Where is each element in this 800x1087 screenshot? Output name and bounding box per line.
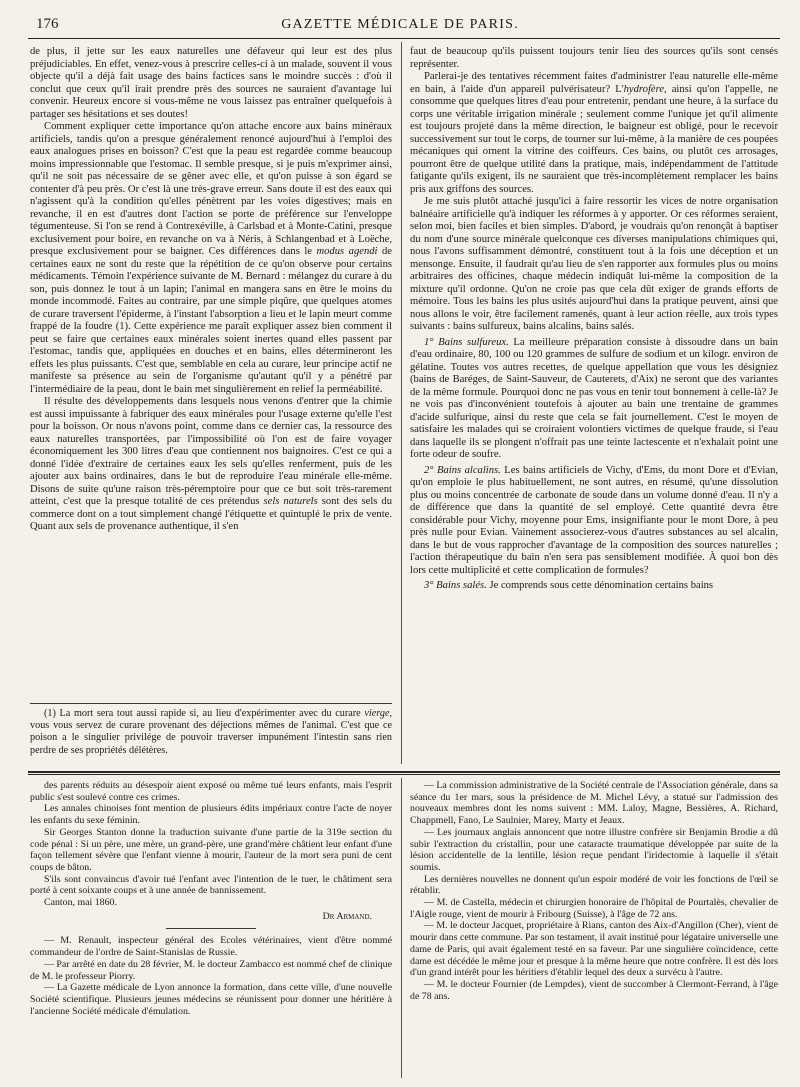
paragraph — [30, 396, 392, 534]
right-column — [410, 46, 778, 764]
header-rule — [28, 38, 780, 39]
separator-rule — [166, 928, 256, 929]
news-item: — M. de Castella, médecin et chirurgien honoraire de l'hôpital de Pourtalès, chevalier de l'Aigle rouge, vient de mourir à Fribourg (Suisse), à l'âge de 72 ans. — [410, 897, 778, 920]
news-item: — La Gazette médicale de Lyon annonce la formation, dans cette ville, d'une nouvelle Société scientifique. Plusieurs jeunes médecins se réunissent pour donner une héritière à l'ancienne Société médicale d'émulation. — [30, 982, 392, 1017]
footnote — [30, 708, 392, 757]
paragraph: Je me suis plutôt attaché jusqu'ici à faire ressortir les vices de notre organisation balnéaire artificielle qu'à indiquer les réformes à y apporter. Or ces réformes seraient, selon moi, bien faciles et bien simples. D'abord, je voudrais qu'on renonçât à baptiser du nom d'une source minérale quelconque ces diverses manipulations chimiques qui, nous l'avons suffisamment démontré, constituent tout à la fois une déception et un mensonge. Ensuite, il faudrait qu'au lieu de s'en rapporter aux formules plus ou moins arbitraires des officines, chaque médecin indiquât lui-même la composition de la mixture qu'il ordonne. Qu'on ne croie pas que cela dût exiger de grands efforts de mémoire. Tous les bains les plus usités aujourd'hui dans la pratique peuvent, ainsi que nous allons le voir, être facilement ramenés, quant à leur action réelle, aux trois types suivants : bains sulfureux, bains alcalins, bains salés. — [410, 196, 778, 332]
paragraph — [410, 337, 778, 462]
footnote-text — [30, 708, 392, 757]
text-run: , vous vous servez de curare provenant des déjections mêmes de l'animal. C'est que ce poison a le singulier privilége de pouvoir traverser impunément l'intestin sans rien perdre de ses propriétés délétères. — [30, 708, 393, 756]
section-heading: 3° Bains salés. — [424, 580, 487, 591]
news-item: — Les journaux anglais annoncent que notre illustre confrère sir Benjamin Brodie a dû subir l'extraction du cristallin, pour une cataracte traumatique développée par suite de la lésion accidentelle de la lentille, lésion reçue pendant l'iridectomie à laquelle il s'était soumis. — [410, 826, 778, 873]
paragraph: des parents réduits au désespoir aient exposé ou même tué leurs enfants, mais l'esprit public s'est soulevé contre ces crimes. — [30, 780, 392, 803]
news-item: Les dernières nouvelles ne donnent qu'un espoir modéré de voir les fonctions de l'œil se rétablir. — [410, 873, 778, 897]
section-rule — [28, 771, 780, 773]
page-header — [28, 16, 772, 36]
column-divider — [401, 778, 402, 1078]
paragraph — [410, 71, 778, 196]
news-item: — M. Renault, inspecteur général des Ecoles vétérinaires, vient d'être nommé commandeur de l'ordre de Saint-Stanislas de Russie. — [30, 935, 392, 959]
text-run: sont des sels du commerce dont on a tout simplement changé l'étiquette et quintuplé le prix de vente. Quant aux sels de provenance authentique, il s'en — [30, 496, 392, 532]
text-run: Comment expliquer cette importance qu'on attache encore aux bains minéraux artificiels, tandis qu'on a presque généralement renoncé aujourd'hui à l'emploi des eaux analogues prises en boisson? C'est que la peau est regardée comme beaucoup moins impressionnable que l'estomac. Il semble presque, si je puis m'exprimer ainsi, qu'il ne soit pas nécessaire de se gêner avec elle, et qu'on puisse à son égard se contenter d'à peu près. Or c'est là une très-grave erreur. Sans doute il est des eaux qui n'agissent qu'à la condition qu'elles pénètrent par les voies digestives; mais en revanche, il en est d'autres dont l'action se porte de préférence sur l'enveloppe tégumenteuse. Si l'on se rend à Contrexéville, à Carlsbad et à Monte-Catini, presque exclusivement pour boire, en revanche on va à Néris, à Schlangenbad et à Loëche, presque exclusivement pour se baigner. Ces différences dans le — [30, 121, 392, 257]
news-item: — La commission administrative de la Société centrale de l'Association générale, dans sa séance du 1er mars, sous la présidence de M. Michel Lévy, a statué sur l'admission des nouveaux membres dont les noms suivent : MM. Laloy, Magne, Bessières, A. Richard, Chappmell, Fano, Le Saulnier, Marey, Marty et Jeaux. — [410, 780, 778, 827]
news-item: — M. le docteur Fournier (de Lempdes), vient de succomber à Clermont-Ferrand, à l'âge de 78 ans. — [410, 978, 778, 1002]
emphasis: hydrofère — [623, 83, 665, 95]
dateline: Canton, mai 1860. — [44, 897, 117, 909]
emphasis: sels naturels — [263, 496, 318, 507]
paragraph — [410, 580, 778, 593]
emphasis: modus agendi — [316, 246, 378, 257]
bottom-left-column — [30, 780, 392, 1080]
column-divider — [401, 42, 402, 764]
text-run: , ainsi qu'on l'appelle, ne consomme que quelques litres d'eau pour entretenir, pendant une heure, à la surface du corps une véritable irrigation minérale ; seulement comme l'unique jet qu'il alimente est toujours projeté dans la même direction, le baigneur est obligé, pour le recevoir successivement sur tout le corps, de tourner sur lui-même, à la manière de ces poupées mécaniques qui ornent la vitrine des coiffeurs. Ces bains, ou plutôt ces arrosages, pourront être de quelque utilité dans la pratique, mais, indépendamment de l'attitude fatigante qu'ils exigent, ils ne sauraient que très-incomplètement remplacer les bains pris aux griffons des sources. — [410, 83, 778, 195]
text-run: Les bains artificiels de Vichy, d'Ems, du mont Dore et d'Evian, qu'on emploie le plus habituellement, ne sont autres, en résumé, qu'une dissolution plus ou moins concentrée de carbonate de soude dans un volume donné d'eau. Il n'y a de différence que dans la quantité de sel employé. Cette quantité devra être considérable pour Vichy, moyenne pour Ems, insignifiante pour le mont Dore, à peu près nulle pour Evian. Vainement associerez-vous d'autres substances au sel alcalin, dans le but de vous rapprocher d'avantage de la composition des sources naturelles ; l'action thérapeutique du bain n'en sera pas sensiblement modifiée. À quoi bon dès lors cette multiplicité et cette complication de formules? — [410, 464, 778, 576]
text-run: (1) La mort sera tout aussi rapide si, au lieu d'expérimenter avec du curare — [44, 708, 361, 719]
text-run: Il résulte des développements dans lesquels nous venons d'entrer que la chimie est aussi impuissante à fabriquer des eaux minérales pour l'usage externe qu'elle l'est pour la boisson. Or nous n'avons point, comme dans ce dernier cas, la ressource des eaux naturelles transportées, par l'impossibilité où l'on est de faire voyager économiquement les 300 litres d'eau que contiennent nos baignoires. C'est ce qui a donné l'idée d'extraire de certaines eaux les sels qu'elles renferment, puis de les ajouter aux bains ordinaires, dans le but de reproduire l'eau minérale elle-même. Disons de suite qu'une raison très-péremptoire pour que ce but soit très-rarement atteint, c'est que la presque totalité de ces prétendus — [30, 396, 392, 507]
bottom-right-column — [410, 780, 778, 1080]
paragraph: Sir Georges Stanton donne la traduction suivante d'une partie de la 319e section du code pénal : Si un père, une mère, un grand-père, une grand'mère châtient leur enfant d'une façon tellement sévère que l'enfant vienne à mourir, l'auteur de la mort sera puni de cent coups de bâton. — [30, 826, 392, 873]
signature: Dr Armand. — [322, 910, 372, 922]
page-number: 176 — [36, 16, 59, 32]
paragraph: Les annales chinoises font mention de plusieurs édits impériaux contre l'acte de noyer les enfants du sexe féminin. — [30, 803, 392, 827]
section-rule — [28, 774, 780, 775]
text-run: Je comprends sous cette dénomination certains bains — [489, 580, 714, 591]
paragraph: S'ils sont convaincus d'avoir tué l'enfant avec l'intention de le tuer, le châtiment sera porté à cent soixante coups et à une année de bannissement. — [30, 873, 392, 897]
paragraph: faut de beaucoup qu'ils puissent toujours tenir lieu des sources qu'ils sont censés représenter. — [410, 46, 778, 70]
paragraph — [410, 465, 778, 578]
paragraph — [30, 121, 392, 396]
text-run: Parlerai-je des tentatives récemment faites d'administrer l'eau naturelle elle-même en bain, à l'aide d'un appareil pulvérisateur? L' — [410, 71, 778, 95]
running-head: GAZETTE MÉDICALE DE PARIS. — [281, 17, 519, 32]
section-heading: 2° Bains alcalins. — [424, 464, 501, 476]
left-column — [30, 46, 392, 701]
paragraph: de plus, il jette sur les eaux naturelles une défaveur qui leur est des plus préjudiciables. En effet, venez-vous à prescrire celles-ci à un malade, souvent il vous objecte qu'il a déjà fait usage des bains factices sans le moindre succès : d'où il conclut que ceux qu'il irait prendre près des sources ne sauraient d'avantage lui convenir. Heureux encore si vous-même ne vous laissez pas entraîner quelquefois à partager ses hésitations et ses doutes! — [30, 46, 392, 120]
footnote-rule — [30, 703, 392, 704]
news-item: — M. le docteur Jacquet, propriétaire à Rians, canton des Aix-d'Angillon (Cher), vient de mourir dans cette commune. Par son testament, il avait institué pour légataire universelle une dame de Paris, qui avait également testé en sa faveur. Par une singulière coïncidence, cette dame est décédée le même jour et presque à la même heure que notre confrère. Il est dès lors d'un grand intérêt pour les héritiers d'établir lequel des deux a survécu à l'autre. — [410, 920, 778, 979]
news-item: — Par arrêté en date du 28 février, M. le docteur Zambacco est nommé chef de clinique de M. le professeur Piorry. — [30, 958, 392, 982]
emphasis: vierge — [364, 708, 390, 719]
text-run: de certaines eaux ne sont du reste que la répétition de ce qu'on observe pour certains médicaments. Témoin l'expérience suivante de M. Bernard : mélangez du curare à du son, puis donnez le tout à un lapin; l'animal en mangera sans en être le moins du monde incommodé. Faites au contraire, par une simple piqûre, que quelques atomes de curare traversent l'épiderme, à l'instant l'absorption a lieu et le lapin meurt comme frappé de la foudre (1). Cette expérience me paraît expliquer assez bien comment il peut se faire que certaines eaux minérales soient inertes quand elles passent par l'estomac, tandis que, appliquées en douches et en bains, elles détermineront les effets les plus puissants. C'est que, semblable en cela au curare, leur principe actif ne manifeste sa présence au sein de l'organisme qu'autant qu'il y a pénétré par l'intermédiaire de la peau, dont le bain met singulièrement en relief la perméabilité. — [30, 246, 392, 395]
section-heading: 1° Bains sulfureux. — [424, 336, 509, 348]
text-run: La meilleure préparation consiste à dissoudre dans un bain d'eau ordinaire, 80, 100 ou 120 grammes de sulfure de sodium et un kilogr. environ de gélatine. Toutes vos autres recettes, de quelque appellation que vous les désigniez (bains de Baréges, de Saint-Sauveur, de Cauterets, d'Aix) ne seront que des variantes de la même formule. Pourquoi donc ne pas vous en tenir tout bonnement à celle-là? Je ne vois pas d'inconvénient toutefois à ajouter au bain une trentaine de grammes d'acide sulfurique, ainsi du reste que cela se fait journellement. C'est le moyen de satisfaire les malades qui se croiraient volontiers victimes de quelque fraude, si l'eau dans laquelle ils se plongent n'offrait pas une teinte lactescente et n'exhalait point une forte odeur de soufre. — [410, 336, 778, 460]
